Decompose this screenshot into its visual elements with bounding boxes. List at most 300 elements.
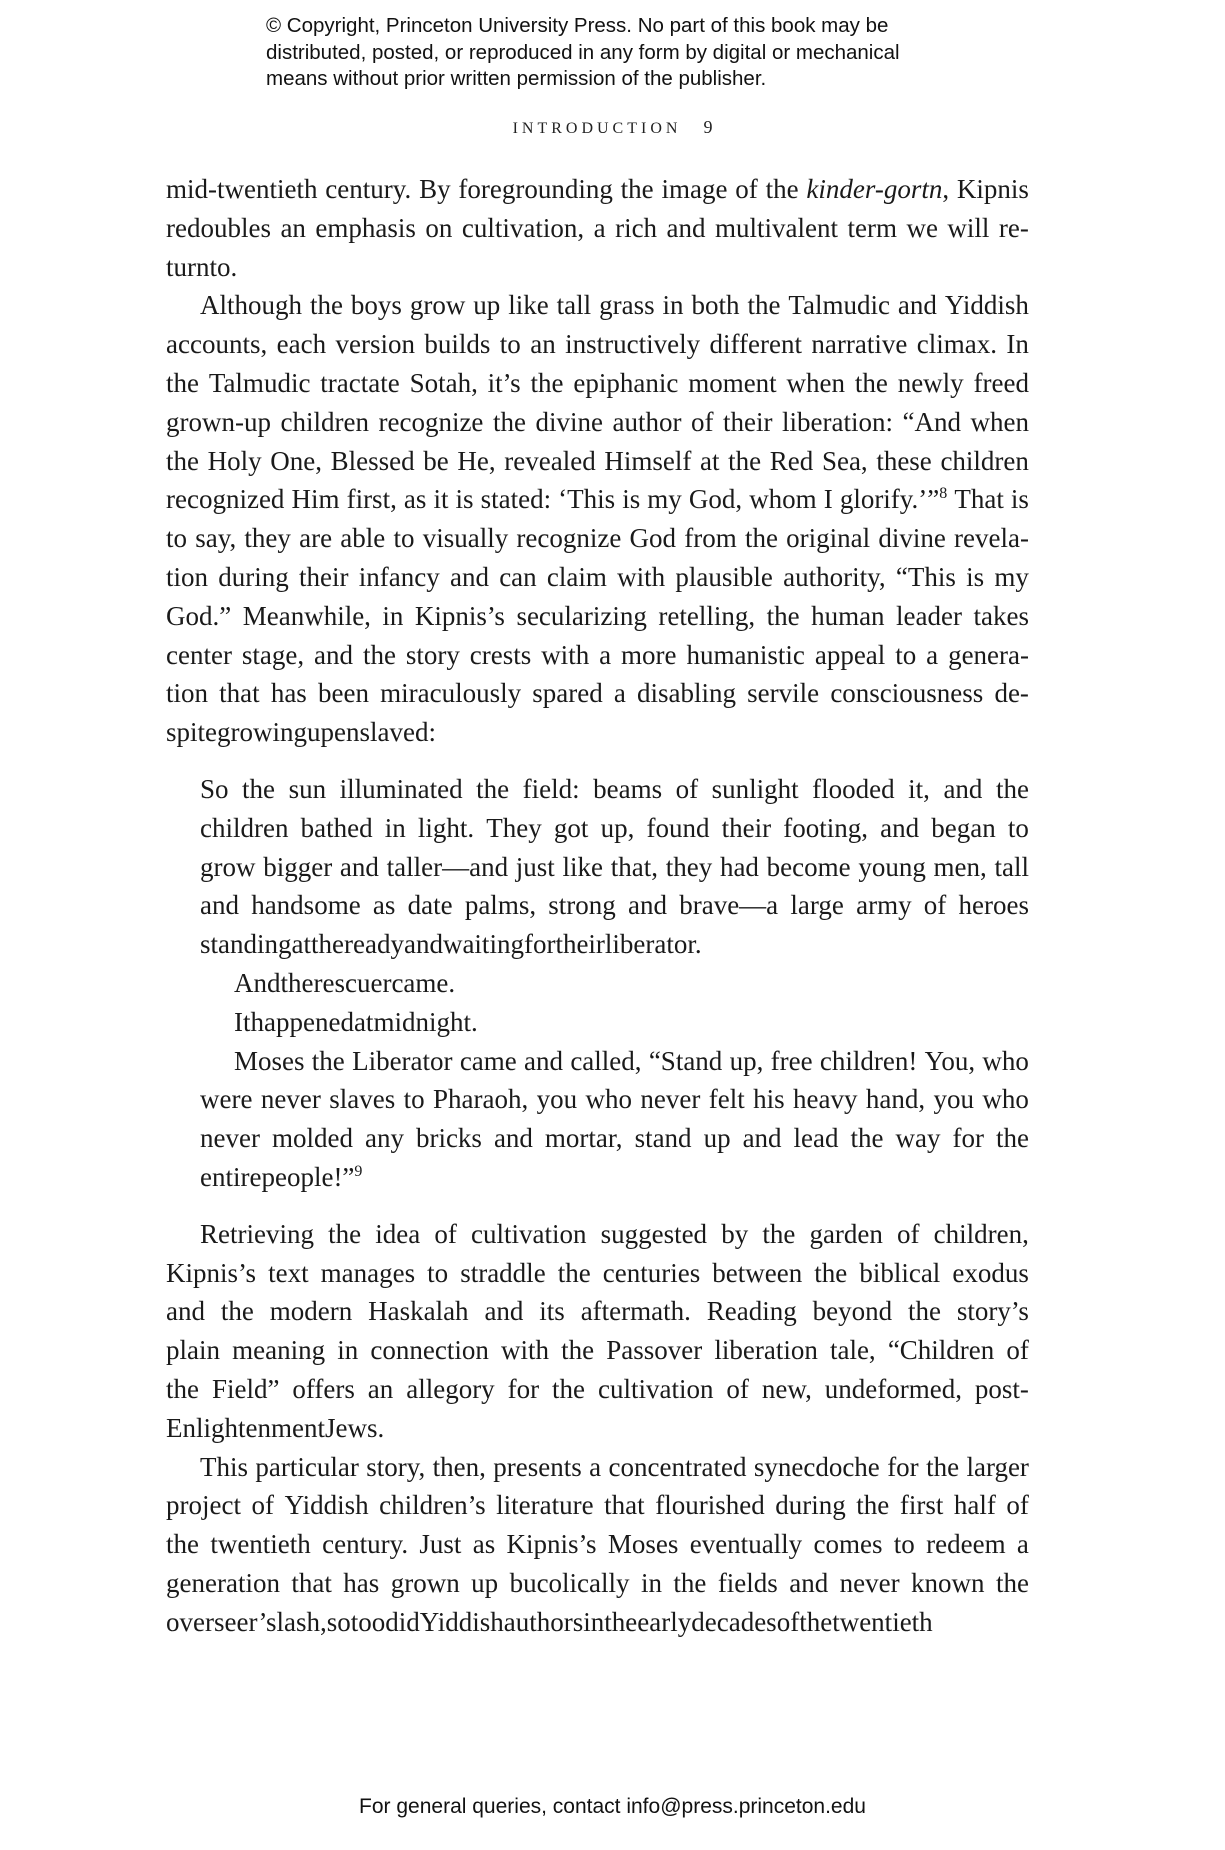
text-line — [200, 809, 1029, 848]
word: revealed — [504, 445, 596, 476]
word: bucolically — [509, 1567, 630, 1598]
word: flooded — [812, 773, 895, 804]
word: tion — [166, 561, 209, 592]
word: who — [982, 1084, 1029, 1115]
word: children — [200, 812, 289, 843]
word: the — [166, 1529, 199, 1560]
word: palms, — [464, 890, 537, 921]
word: I — [823, 484, 833, 515]
word: of — [923, 890, 947, 921]
word: spared — [532, 678, 603, 709]
word: “This — [895, 561, 956, 592]
word: in — [662, 290, 684, 321]
text-line — [200, 1042, 1029, 1081]
word: children’s — [379, 1490, 486, 1521]
word: just — [515, 851, 555, 882]
word: the — [673, 1567, 707, 1598]
word: post- — [974, 1373, 1029, 1404]
word: Liberator — [352, 1045, 453, 1076]
word: the — [620, 174, 654, 204]
word: disabling — [637, 678, 737, 709]
word: had — [719, 851, 759, 882]
word: and — [403, 929, 443, 960]
word: God.” — [166, 600, 232, 631]
word: as — [372, 890, 396, 921]
text-line — [166, 1564, 1029, 1603]
word: consciousness — [830, 678, 984, 709]
word: plain — [166, 1335, 220, 1366]
word: Red — [769, 445, 814, 476]
word: the — [166, 445, 199, 476]
word: flourished — [655, 1490, 765, 1521]
text-line — [166, 442, 1029, 481]
word: version — [335, 329, 415, 360]
word: authority, — [783, 561, 886, 592]
word: emphasis — [315, 212, 416, 243]
word: rescuer — [313, 967, 392, 998]
word: and — [484, 1296, 524, 1327]
word: boys — [350, 290, 402, 321]
word: eventually — [689, 1529, 803, 1560]
word: multivalent — [715, 212, 838, 243]
word: tall — [994, 851, 1029, 882]
word: an — [280, 212, 306, 243]
word: for — [507, 1373, 540, 1404]
word: the — [362, 639, 396, 670]
word: heavy — [793, 1084, 858, 1115]
word: never — [640, 1084, 701, 1115]
paragraph — [166, 1215, 1029, 1448]
word: Yiddish — [284, 1490, 369, 1521]
word: that, — [610, 851, 658, 882]
word: the — [311, 1045, 345, 1076]
text-line — [166, 1215, 1029, 1254]
word: half — [953, 1490, 996, 1521]
paragraph — [166, 1448, 1029, 1642]
word: the — [728, 445, 762, 476]
word: to — [895, 639, 917, 670]
word: liberation — [714, 1335, 818, 1366]
word: exodus — [952, 1257, 1029, 1288]
word: and — [339, 851, 379, 882]
word: people!”$^9$ — [261, 1161, 363, 1192]
word: grow — [200, 851, 256, 882]
word: you — [536, 1084, 578, 1115]
word: manages — [320, 1257, 416, 1288]
word: sun — [288, 773, 327, 804]
word: stated: — [480, 484, 552, 515]
word: of — [1006, 1490, 1029, 1521]
word: and — [449, 561, 489, 592]
word: were — [200, 1084, 253, 1115]
word: the — [220, 1296, 254, 1327]
word: the — [854, 367, 888, 398]
text-line — [200, 1080, 1029, 1119]
word: in — [382, 600, 404, 631]
word: free — [770, 1045, 813, 1076]
word: in — [583, 1606, 605, 1637]
word: grown — [390, 1567, 460, 1598]
word: of — [897, 1218, 920, 1249]
word: ready — [344, 929, 404, 960]
word: been — [317, 678, 369, 709]
word: when — [970, 406, 1029, 437]
word: larger — [966, 1451, 1029, 1482]
word: to — [893, 1529, 915, 1560]
text-line — [200, 770, 1029, 809]
word: presents — [493, 1451, 582, 1482]
word: garden — [809, 1218, 883, 1249]
word: like — [562, 851, 604, 882]
word: Kipnis’s — [166, 1257, 257, 1288]
text-line — [166, 1486, 1029, 1525]
word: way — [895, 1123, 941, 1154]
word: beams — [593, 773, 663, 804]
word: never — [260, 1084, 321, 1115]
word: the — [907, 1296, 941, 1327]
word: up — [473, 290, 501, 321]
text-line — [166, 248, 1029, 287]
word: and — [789, 1567, 829, 1598]
word: date — [407, 890, 453, 921]
word: a — [589, 1451, 602, 1482]
text-line — [166, 170, 1029, 209]
word: plausible — [675, 561, 773, 592]
word: newly — [897, 367, 964, 398]
word: enslaved: — [334, 717, 436, 748]
word: stage, — [241, 639, 305, 670]
word: It — [234, 1006, 251, 1037]
body-text — [166, 170, 1029, 1641]
word: an — [367, 1373, 394, 1404]
word: term — [847, 212, 897, 243]
word: can — [499, 561, 537, 592]
word: This — [200, 1451, 249, 1482]
word: Reading — [706, 1296, 797, 1327]
word: in — [337, 1335, 359, 1366]
word: are — [299, 523, 333, 554]
word: infancy — [358, 561, 440, 592]
word: tractate — [320, 367, 400, 398]
word: generation — [166, 1567, 280, 1598]
word: miraculously — [380, 678, 522, 709]
word: Meanwhile, — [242, 600, 371, 631]
word: “Children — [887, 1335, 995, 1366]
word: their — [555, 929, 605, 960]
word: narrative — [811, 329, 908, 360]
paragraph — [200, 964, 1029, 1003]
word: bigger — [263, 851, 333, 882]
word: “And — [902, 406, 961, 437]
word: and — [943, 773, 983, 804]
word: to — [393, 523, 415, 554]
word: has — [343, 1567, 380, 1598]
text-line — [166, 674, 1029, 713]
word: then, — [432, 1451, 486, 1482]
word: You, — [924, 1045, 976, 1076]
word: as — [403, 484, 427, 515]
word: He, — [457, 445, 496, 476]
word: as — [472, 1529, 496, 1560]
word: Talmudic — [208, 367, 311, 398]
word: Kipnis’s — [506, 1529, 597, 1560]
word: for — [887, 1451, 919, 1482]
word: God, — [688, 484, 743, 515]
word: builds — [424, 329, 491, 360]
word: who — [585, 1084, 633, 1115]
word: is — [455, 484, 474, 515]
word: the — [561, 1335, 595, 1366]
word: a — [599, 639, 612, 670]
running-head — [0, 117, 1225, 138]
word: recognize — [378, 406, 484, 437]
word: it’s — [487, 367, 521, 398]
text-line — [166, 403, 1029, 442]
word: moment — [688, 367, 777, 398]
word: fields — [717, 1567, 778, 1598]
word: strong — [548, 890, 616, 921]
word: literature — [496, 1490, 594, 1521]
word: his — [753, 1084, 785, 1115]
text-line — [166, 1448, 1029, 1487]
word: growing — [217, 717, 307, 748]
word: too — [350, 1606, 386, 1637]
word: In — [1006, 329, 1029, 360]
word: first — [899, 1490, 944, 1521]
word: you — [933, 1084, 975, 1115]
page-number: 9 — [703, 117, 713, 137]
word: servile — [747, 678, 820, 709]
word: cultivation — [597, 1373, 714, 1404]
word: grass — [599, 290, 655, 321]
word: spite — [166, 717, 217, 748]
word: of — [726, 1373, 749, 1404]
word: by — [721, 1218, 749, 1249]
word: sunlight — [711, 773, 799, 804]
word: retelling, — [658, 600, 756, 631]
word: of — [675, 773, 699, 804]
text-line — [166, 364, 1029, 403]
word: found — [646, 812, 710, 843]
word: genera- — [948, 639, 1029, 670]
word: new, — [761, 1373, 812, 1404]
text-line — [166, 1292, 1029, 1331]
word: midnight. — [373, 1006, 478, 1037]
word: particular — [255, 1451, 359, 1482]
word: the — [604, 1606, 638, 1637]
text-line — [166, 480, 1029, 519]
word: the — [311, 929, 344, 960]
word: idea — [375, 1218, 421, 1249]
word: meaning — [232, 1335, 326, 1366]
word: they — [665, 851, 713, 882]
word: allegory — [406, 1373, 495, 1404]
word: story, — [366, 1451, 426, 1482]
word: kinder-gortn, — [806, 174, 950, 204]
word: crests — [469, 639, 532, 670]
word: up — [471, 1567, 499, 1598]
word: the — [995, 1567, 1029, 1598]
text-line — [166, 325, 1029, 364]
word: their — [299, 561, 349, 592]
word: never — [839, 1567, 900, 1598]
word: One, — [270, 445, 323, 476]
word: leader — [896, 600, 962, 631]
word: of — [735, 174, 758, 204]
word: tall — [556, 290, 592, 321]
word: in — [640, 1567, 662, 1598]
word: century. — [322, 1529, 409, 1560]
word: grow — [409, 290, 466, 321]
word: instructively — [565, 329, 701, 360]
word: known — [911, 1567, 985, 1598]
text-line — [166, 1331, 1029, 1370]
text-line — [166, 597, 1029, 636]
word: Retrieving — [200, 1218, 314, 1249]
word: the — [995, 773, 1029, 804]
word: story’s — [956, 1296, 1029, 1327]
word: Holy — [207, 445, 262, 476]
word: redeem — [926, 1529, 1006, 1560]
word: twentieth — [832, 1606, 933, 1637]
word: modern — [269, 1296, 353, 1327]
word: the — [996, 1123, 1029, 1154]
word: divine — [878, 523, 946, 554]
word: liberator. — [604, 929, 702, 960]
word: freed — [973, 367, 1029, 398]
word: able — [340, 523, 386, 554]
word: with — [617, 561, 666, 592]
word: for — [952, 1123, 984, 1154]
word: footing, — [783, 812, 868, 843]
word: original — [786, 523, 871, 554]
word: aftermath. — [580, 1296, 691, 1327]
word: takes — [973, 600, 1029, 631]
word: That — [954, 484, 1004, 515]
word: bricks — [415, 1123, 482, 1154]
word: comes — [813, 1529, 883, 1560]
word: it, — [908, 773, 930, 804]
word: large — [790, 890, 844, 921]
word: of — [251, 1490, 275, 1521]
word: any — [364, 1123, 404, 1154]
word: is — [966, 561, 985, 592]
word: first, — [346, 484, 397, 515]
word: felt — [708, 1084, 745, 1115]
word: brave—a — [679, 890, 779, 921]
word: my — [994, 561, 1029, 592]
word: molded — [271, 1123, 353, 1154]
word: called, — [570, 1045, 642, 1076]
word: Himself — [604, 445, 692, 476]
text-line — [166, 558, 1029, 597]
word: an — [530, 329, 556, 360]
word: de- — [994, 678, 1029, 709]
word: like — [508, 290, 549, 321]
text-line — [166, 1254, 1029, 1293]
word: the — [309, 290, 343, 321]
word: for — [523, 929, 556, 960]
intro-paragraphs — [166, 170, 1029, 752]
word: to — [427, 1257, 449, 1288]
word: be — [423, 445, 449, 476]
word: their — [722, 406, 773, 437]
word: beyond — [812, 1296, 893, 1327]
word: Moses — [607, 1529, 679, 1560]
word: Yiddish — [944, 290, 1029, 321]
word: By — [419, 174, 451, 204]
word: and — [493, 1123, 533, 1154]
word: overseer’s — [166, 1606, 277, 1637]
text-line — [200, 886, 1029, 925]
word: So — [200, 773, 229, 804]
word: the — [744, 523, 778, 554]
word: the — [166, 1373, 199, 1404]
word: a — [1016, 1529, 1029, 1560]
word: of — [1006, 1335, 1029, 1366]
word: the — [747, 290, 781, 321]
word: project — [166, 1490, 241, 1521]
word: these — [876, 445, 932, 476]
word: authors — [503, 1606, 584, 1637]
word: and — [666, 212, 706, 243]
word: climax. — [916, 329, 997, 360]
word: the — [762, 1218, 796, 1249]
word: the — [766, 600, 800, 631]
paragraph — [166, 286, 1029, 752]
paragraph — [200, 770, 1029, 964]
word: handsome — [251, 890, 361, 921]
word: that — [604, 1490, 645, 1521]
word: children — [940, 445, 1029, 476]
word: and — [166, 1296, 205, 1327]
word: with — [500, 1335, 549, 1366]
word: visually — [422, 523, 509, 554]
closing-paragraphs — [166, 1215, 1029, 1642]
word: the — [856, 1490, 890, 1521]
word: came — [459, 1045, 517, 1076]
word: They — [486, 812, 542, 843]
word: Jews. — [324, 1412, 385, 1443]
word: and — [200, 890, 239, 921]
word: author — [612, 406, 682, 437]
paragraph — [200, 1042, 1029, 1197]
word: twentieth — [210, 1529, 311, 1560]
word: cultivation — [470, 1218, 587, 1249]
text-line — [166, 286, 1029, 325]
word: of — [434, 1218, 457, 1249]
word: has — [270, 678, 307, 709]
word: it — [433, 484, 449, 515]
word: the — [926, 1451, 960, 1482]
word: never — [200, 1123, 260, 1154]
word: Him — [291, 484, 340, 515]
word: claim — [546, 561, 607, 592]
word: image — [661, 174, 728, 204]
word: is — [1010, 484, 1029, 515]
word: Kipnis — [956, 174, 1029, 204]
word: we — [906, 212, 938, 243]
word: century. — [325, 174, 412, 204]
word: at — [291, 929, 311, 960]
word: children, — [933, 1218, 1029, 1249]
text-line — [166, 1603, 1029, 1642]
word: of — [690, 406, 714, 437]
text-line — [200, 964, 1029, 1003]
word: a — [593, 212, 606, 243]
word: more — [621, 639, 677, 670]
word: the — [765, 174, 799, 204]
